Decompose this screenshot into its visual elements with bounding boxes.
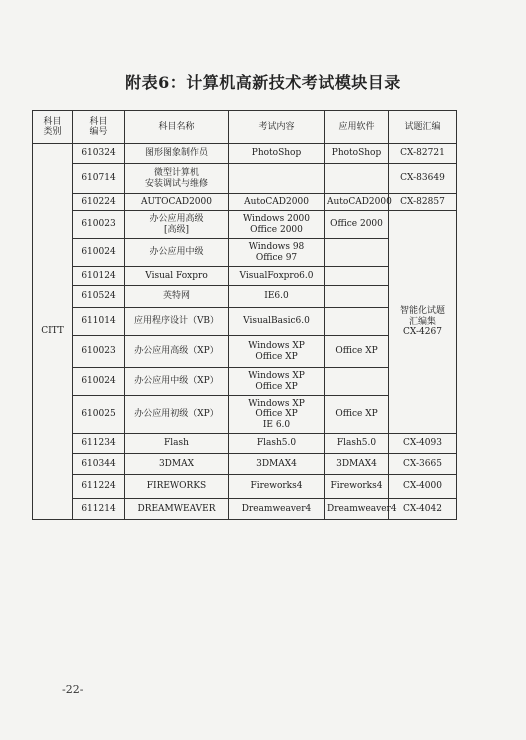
- name-cell: 办公应用中级: [125, 239, 229, 267]
- code-cell: 610714: [73, 164, 125, 194]
- code-cell: 610023: [73, 336, 125, 368]
- book-cell: CX-4093: [389, 434, 457, 454]
- name-cell: 办公应用高级 [高级]: [125, 211, 229, 239]
- code-cell: 611234: [73, 434, 125, 454]
- software-cell: Office 2000: [325, 211, 389, 239]
- code-cell: 610025: [73, 396, 125, 434]
- code-cell: 610024: [73, 368, 125, 396]
- table-row: [33, 144, 457, 164]
- code-cell: 610344: [73, 454, 125, 475]
- name-cell: Flash: [125, 434, 229, 454]
- software-cell: AutoCAD2000: [325, 194, 389, 211]
- book-cell: CX-82857: [389, 194, 457, 211]
- module-table: [32, 110, 457, 520]
- name-cell: 英特网: [125, 286, 229, 308]
- name-cell: 3DMAX: [125, 454, 229, 475]
- code-cell: 610324: [73, 144, 125, 164]
- book-cell: CX-83649: [389, 164, 457, 194]
- name-cell: 办公应用初级（XP）: [125, 396, 229, 434]
- header-software: 应用软件: [325, 111, 389, 144]
- table-row: [33, 211, 457, 239]
- content-cell: IE6.0: [229, 286, 325, 308]
- table-row: [33, 194, 457, 211]
- header-book: 试题汇编: [389, 111, 457, 144]
- table-row: [33, 475, 457, 499]
- header-code: 科目 编号: [73, 111, 125, 144]
- software-cell: [325, 239, 389, 267]
- name-cell: DREAMWEAVER: [125, 499, 229, 520]
- table-row: [33, 434, 457, 454]
- content-cell: Windows 98 Office 97: [229, 239, 325, 267]
- software-cell: Office XP: [325, 396, 389, 434]
- content-cell: Flash5.0: [229, 434, 325, 454]
- code-cell: 610524: [73, 286, 125, 308]
- content-cell: [229, 164, 325, 194]
- content-cell: Dreamweaver4: [229, 499, 325, 520]
- software-cell: [325, 267, 389, 286]
- code-cell: 610224: [73, 194, 125, 211]
- code-cell: 611224: [73, 475, 125, 499]
- content-cell: Windows XP Office XP: [229, 368, 325, 396]
- table-row: [33, 454, 457, 475]
- content-cell: AutoCAD2000: [229, 194, 325, 211]
- code-cell: 611214: [73, 499, 125, 520]
- software-cell: [325, 286, 389, 308]
- book-cell: CX-82721: [389, 144, 457, 164]
- code-cell: 610124: [73, 267, 125, 286]
- content-cell: Windows XP Office XP: [229, 336, 325, 368]
- name-cell: 图形图象制作员: [125, 144, 229, 164]
- page-number: -22-: [62, 683, 84, 696]
- name-cell: 办公应用高级（XP）: [125, 336, 229, 368]
- software-cell: [325, 164, 389, 194]
- software-cell: [325, 368, 389, 396]
- name-cell: 应用程序设计（VB）: [125, 308, 229, 336]
- code-cell: 610024: [73, 239, 125, 267]
- merged-book-cell: 智能化试题 汇编集 CX-4267: [389, 211, 457, 434]
- software-cell: 3DMAX4: [325, 454, 389, 475]
- book-cell: CX-4000: [389, 475, 457, 499]
- content-cell: Windows XP Office XP IE 6.0: [229, 396, 325, 434]
- name-cell: 微型计算机 安装调试与维修: [125, 164, 229, 194]
- table-row: [33, 164, 457, 194]
- software-cell: PhotoShop: [325, 144, 389, 164]
- code-cell: 611014: [73, 308, 125, 336]
- software-cell: Dreamweaver4: [325, 499, 389, 520]
- category-cell: CITT: [33, 144, 73, 520]
- name-cell: 办公应用中级（XP）: [125, 368, 229, 396]
- code-cell: 610023: [73, 211, 125, 239]
- page-title: 附表6：计算机高新技术考试模块目录: [125, 73, 401, 92]
- header-category: 科目 类别: [33, 111, 73, 144]
- content-cell: VisualFoxpro6.0: [229, 267, 325, 286]
- content-cell: Fireworks4: [229, 475, 325, 499]
- software-cell: Fireworks4: [325, 475, 389, 499]
- table-header-row: [33, 111, 457, 144]
- content-cell: PhotoShop: [229, 144, 325, 164]
- book-cell: CX-4042: [389, 499, 457, 520]
- header-name: 科目名称: [125, 111, 229, 144]
- table-row: [33, 499, 457, 520]
- software-cell: Flash5.0: [325, 434, 389, 454]
- content-cell: 3DMAX4: [229, 454, 325, 475]
- name-cell: FIREWORKS: [125, 475, 229, 499]
- software-cell: Office XP: [325, 336, 389, 368]
- name-cell: Visual Foxpro: [125, 267, 229, 286]
- content-cell: VisualBasic6.0: [229, 308, 325, 336]
- software-cell: [325, 308, 389, 336]
- name-cell: AUTOCAD2000: [125, 194, 229, 211]
- book-cell: CX-3665: [389, 454, 457, 475]
- header-content: 考试内容: [229, 111, 325, 144]
- content-cell: Windows 2000 Office 2000: [229, 211, 325, 239]
